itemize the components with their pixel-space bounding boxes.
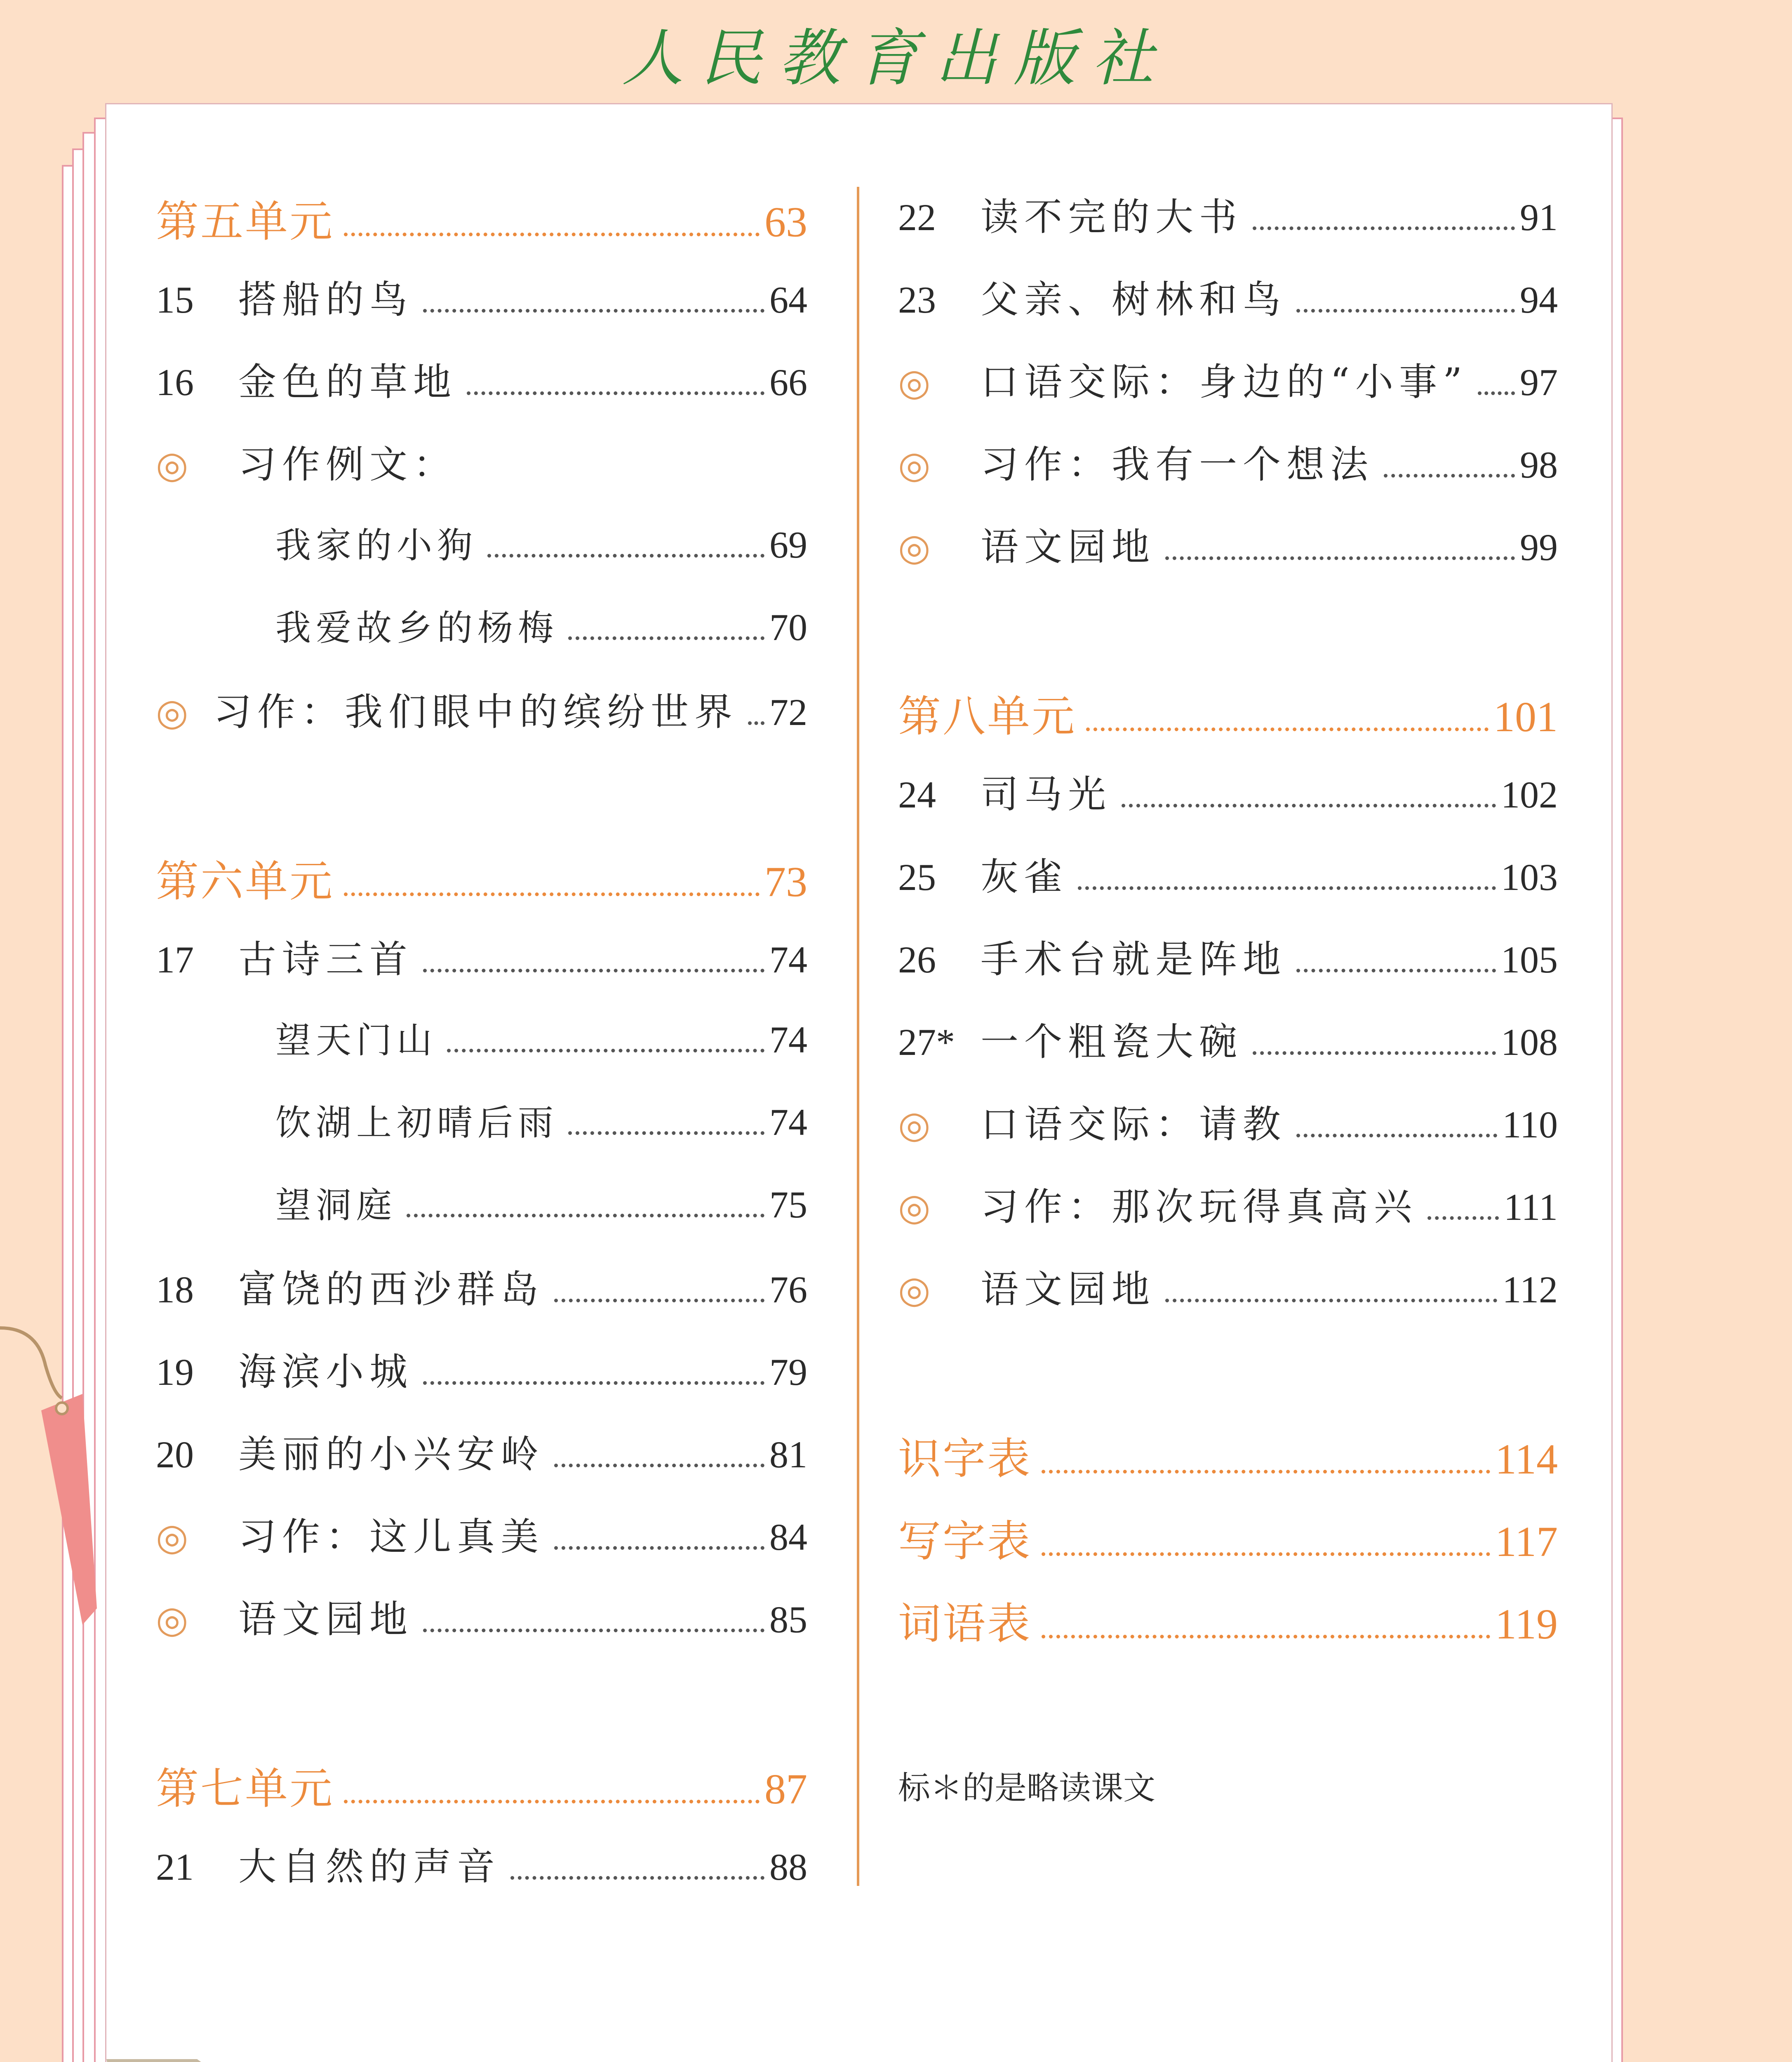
toc-entry[interactable] (898, 187, 1558, 249)
toc-entry[interactable] (898, 682, 1558, 744)
toc-entry[interactable] (898, 1259, 1558, 1321)
page-number: 117 (1495, 1518, 1558, 1565)
toc-entry[interactable] (156, 1342, 807, 1403)
entry-title: 搭船的鸟 (238, 278, 414, 322)
unit-title: 第七单元 (156, 1763, 334, 1814)
page-number: 66 (769, 361, 807, 403)
toc-entry[interactable] (156, 517, 807, 579)
unit-title: 第八单元 (898, 691, 1077, 741)
entry-title: 习作：我们眼中的缤纷世界 (213, 690, 738, 734)
entry-title: 望天门山 (275, 1020, 437, 1061)
dot-leader (554, 1464, 764, 1467)
dot-leader (423, 1629, 764, 1632)
dot-leader (568, 1131, 764, 1135)
page-number: 99 (1520, 526, 1558, 568)
unit-title: 词语表 (898, 1598, 1032, 1649)
lesson-number: 24 (898, 774, 936, 816)
dot-leader (1384, 474, 1515, 478)
toc-entry[interactable] (156, 434, 807, 496)
unit-title: 识字表 (898, 1434, 1032, 1484)
toc-entry[interactable] (156, 847, 807, 909)
dot-leader (568, 636, 764, 640)
dot-leader (1122, 804, 1496, 807)
toc-entry[interactable] (156, 1589, 807, 1651)
page-number: 74 (769, 1019, 807, 1061)
page-number: 101 (1493, 693, 1558, 741)
dot-leader (1296, 309, 1515, 313)
page-number: 98 (1520, 444, 1558, 486)
entry-title: 我家的小狗 (275, 525, 477, 566)
dot-leader (1478, 391, 1515, 395)
dot-leader (1296, 969, 1496, 972)
toc-entry[interactable] (898, 764, 1558, 826)
toc-entry[interactable] (156, 1754, 807, 1816)
entry-title: 口语交际：请教 (981, 1102, 1287, 1146)
bookmark-tag-icon (0, 1311, 107, 1641)
dot-leader (1296, 1134, 1497, 1137)
toc-entry[interactable] (156, 1094, 807, 1156)
page-number: 102 (1501, 774, 1558, 816)
page-number: 111 (1503, 1186, 1558, 1228)
page-number: 97 (1520, 361, 1558, 403)
page-number: 73 (764, 858, 807, 906)
activity-mark-icon: ◎ (898, 361, 931, 404)
dot-leader (344, 1800, 760, 1803)
activity-mark-icon: ◎ (898, 1186, 931, 1229)
page-number: 87 (764, 1765, 807, 1813)
entry-title: 金色的草地 (238, 360, 457, 404)
page-number: 64 (769, 279, 807, 321)
toc-page (105, 103, 1613, 2062)
page-number: 94 (1520, 279, 1558, 321)
toc-entry[interactable] (898, 434, 1558, 496)
lesson-number: 19 (156, 1351, 194, 1393)
page-number: 88 (769, 1846, 807, 1888)
page-number: 79 (769, 1351, 807, 1393)
entry-title: 习作例文： (238, 443, 457, 487)
lesson-number: 27* (898, 1021, 955, 1063)
dot-leader (487, 554, 764, 558)
toc-entry[interactable] (156, 269, 807, 331)
toc-entry[interactable] (898, 1589, 1558, 1651)
activity-mark-icon: ◎ (156, 1598, 188, 1641)
lesson-number: 15 (156, 279, 194, 321)
page-number: 69 (769, 524, 807, 566)
toc-entry[interactable] (898, 847, 1558, 909)
lesson-number: 18 (156, 1269, 194, 1311)
toc-entry[interactable] (898, 1012, 1558, 1073)
dot-leader (510, 1876, 764, 1880)
dot-leader (1165, 1299, 1497, 1302)
toc-entry[interactable] (156, 1836, 807, 1898)
page-number: 81 (769, 1434, 807, 1476)
dot-leader (554, 1546, 764, 1550)
toc-entry[interactable] (898, 1506, 1558, 1568)
toc-entry[interactable] (156, 1259, 807, 1321)
toc-entry[interactable] (156, 187, 807, 249)
page-number: 91 (1520, 196, 1558, 238)
page-number: 119 (1495, 1601, 1558, 1648)
entry-title: 习作：这儿真美 (238, 1515, 545, 1559)
dot-leader (423, 309, 764, 313)
unit-title: 第五单元 (156, 196, 334, 247)
page-number: 76 (769, 1269, 807, 1311)
toc-entry[interactable] (156, 1424, 807, 1486)
entry-title: 口语交际：身边的“小事” (981, 360, 1468, 404)
page-number: 112 (1502, 1269, 1558, 1311)
dot-leader (1042, 1552, 1490, 1556)
entry-title: 语文园地 (981, 1267, 1156, 1311)
toc-entry[interactable] (156, 682, 807, 744)
lesson-number: 25 (898, 856, 936, 898)
toc-entry[interactable] (156, 929, 807, 991)
toc-entry[interactable] (898, 352, 1558, 414)
dot-leader (1078, 886, 1496, 890)
page-number: 108 (1501, 1021, 1558, 1063)
page-number: 74 (769, 1101, 807, 1143)
dot-leader (344, 233, 760, 236)
toc-entry[interactable] (156, 1506, 807, 1568)
dot-leader (1427, 1216, 1499, 1220)
toc-entry[interactable] (898, 1094, 1558, 1156)
boat-illustration-icon (106, 2001, 601, 2062)
activity-mark-icon: ◎ (156, 691, 188, 734)
lesson-number: 17 (156, 939, 194, 981)
entry-title: 灰雀 (981, 855, 1068, 899)
page-number: 70 (769, 606, 807, 648)
publisher-logo-top: 人民教育出版社 (621, 23, 1170, 94)
activity-mark-icon: ◎ (898, 526, 931, 569)
entry-title: 手术台就是阵地 (981, 937, 1287, 982)
toc-entry[interactable] (898, 1424, 1558, 1486)
entry-title: 语文园地 (981, 525, 1156, 569)
toc-entry[interactable] (898, 1177, 1558, 1238)
page-number: 103 (1501, 856, 1558, 898)
page-number: 75 (769, 1184, 807, 1226)
dot-leader (447, 1049, 764, 1052)
page-number: 63 (764, 198, 807, 246)
page-number: 85 (769, 1598, 807, 1641)
entry-title: 富饶的西沙群岛 (238, 1267, 545, 1311)
toc-entry[interactable] (156, 1177, 807, 1238)
unit-title: 第六单元 (156, 856, 334, 906)
dot-leader (407, 1214, 764, 1217)
dot-leader (748, 721, 764, 725)
entry-title: 美丽的小兴安岭 (238, 1432, 545, 1476)
entry-title: 望洞庭 (275, 1185, 397, 1226)
dot-leader (467, 391, 764, 395)
activity-mark-icon: ◎ (898, 443, 931, 487)
column-divider (857, 187, 859, 1886)
entry-title: 习作：那次玩得真高兴 (981, 1185, 1418, 1229)
toc-entry[interactable] (156, 352, 807, 414)
lesson-number: 20 (156, 1434, 194, 1476)
entry-title: 古诗三首 (238, 937, 414, 982)
dot-leader (423, 969, 764, 972)
dot-leader (1165, 556, 1515, 560)
activity-mark-icon: ◎ (898, 1268, 931, 1311)
dot-leader (1042, 1635, 1490, 1638)
entry-title: 大自然的声音 (238, 1845, 501, 1889)
entry-title: 一个粗瓷大碗 (981, 1020, 1243, 1064)
entry-title: 司马光 (981, 772, 1112, 817)
toc-entry[interactable] (898, 269, 1558, 331)
entry-title: 海滨小城 (238, 1350, 414, 1394)
lesson-number: 22 (898, 196, 936, 238)
activity-mark-icon: ◎ (156, 1516, 188, 1559)
dot-leader (423, 1381, 764, 1385)
page-number: 72 (769, 691, 807, 733)
entry-title: 我爱故乡的杨梅 (275, 607, 558, 649)
lesson-number: 16 (156, 361, 194, 403)
lesson-number: 26 (898, 939, 936, 981)
page-number: 74 (769, 939, 807, 981)
page-number: 114 (1495, 1436, 1558, 1483)
lesson-number: 21 (156, 1846, 194, 1888)
unit-title: 写字表 (898, 1516, 1032, 1566)
footnote: 标＊的是略读课文 (898, 1770, 1156, 1807)
activity-mark-icon: ◎ (156, 443, 188, 487)
toc-entry[interactable] (898, 929, 1558, 991)
entry-title: 父亲、树林和鸟 (981, 278, 1287, 322)
entry-title: 饮湖上初晴后雨 (275, 1102, 558, 1144)
dot-leader (1253, 1051, 1496, 1055)
lesson-number: 23 (898, 279, 936, 321)
dot-leader (1253, 226, 1515, 230)
page-number: 110 (1502, 1104, 1558, 1146)
dot-leader (554, 1299, 764, 1302)
toc-entry[interactable] (156, 1012, 807, 1073)
page-number: 105 (1501, 939, 1558, 981)
activity-mark-icon: ◎ (898, 1103, 931, 1146)
toc-entry[interactable] (156, 599, 807, 661)
entry-title: 读不完的大书 (981, 195, 1243, 239)
page-number: 84 (769, 1516, 807, 1558)
dot-leader (1042, 1470, 1490, 1474)
entry-title: 语文园地 (238, 1597, 414, 1641)
dot-leader (1086, 727, 1489, 731)
entry-title: 习作：我有一个想法 (981, 443, 1374, 487)
dot-leader (344, 892, 760, 896)
toc-entry[interactable] (898, 517, 1558, 579)
